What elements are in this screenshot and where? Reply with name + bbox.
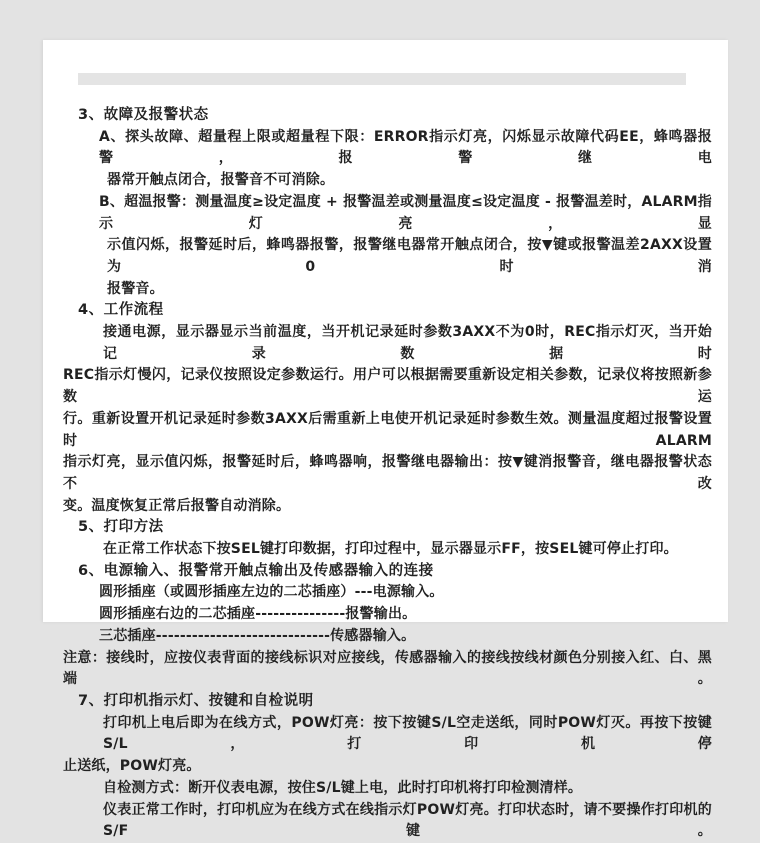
text-line: 仪表正常工作时，打印机应为在线方式在线指示灯POW灯亮。打印状态时，请不要操作打印机的S/F键。 [103,801,712,840]
text-line: 变。温度恢复正常后报警自动消除。 [63,497,291,514]
faded-header-band [78,73,686,85]
text-line: 三芯插座-----------------------------传感器输入。 [99,627,416,644]
section-heading: 4、工作流程 [78,302,164,319]
text-line: B、超温报警：测量温度≥设定温度 + 报警温差或测量温度≤设定温度 - 报警温差时，ALARM指示灯亮，显 [99,193,712,232]
text-line: 自检测方式：断开仪表电源，按住S/L键上电，此时打印机将打印检测清样。 [103,779,583,796]
text-line: 示值闪烁，报警延时后，蜂鸣器报警，报警继电器常开触点闭合，按▼键或报警温差2AXX设置为0时消 [107,237,712,275]
text-line: 指示灯亮，显示值闪烁，报警延时后，蜂鸣器响，报警继电器输出：按▼键消报警音，继电器报警状态不改 [63,454,712,492]
text-line: REC指示灯慢闪，记录仪按照设定参数运行。用户可以根据需要重新设定相关参数，记录仪将按照新参数运 [63,367,712,406]
text-line: 注意：接线时，应按仪表背面的接线标识对应接线，传感器输入的接线按线材颜色分别接入红、白、黑端。 [63,649,712,688]
scanned-manual-page [43,40,728,840]
text-line: A、探头故障、超量程上限或超量程下限：ERROR指示灯亮，闪烁显示故障代码EE，蜂鸣器报警，报警继电 [99,128,712,167]
text-line: 接通电源，显示器显示当前温度，当开机记录延时参数3AXX不为0时，REC指示灯灭，当开始记录数据时 [103,324,712,362]
section-heading: 7、打印机指示灯、按键和自检说明 [78,692,314,709]
text-line: 打印机上电后即为在线方式，POW灯亮：按下按键S/L空走送纸，同时POW灯灭。再按下按键S/L，打印机停 [103,714,712,753]
text-line: 止送纸，POW灯亮。 [63,758,201,775]
text-line: 报警音。 [107,280,164,297]
text-line: 在正常工作状态下按SEL键打印数据，打印过程中，显示器显示FF，按SEL键可停止打印。 [103,541,678,558]
section-heading: 3、故障及报警状态 [78,107,209,123]
text-line: 圆形插座右边的二芯插座---------------报警输出。 [99,606,417,623]
section-heading: 6、电源输入、报警常开触点输出及传感器输入的连接 [78,562,434,579]
document-content [63,105,712,843]
section-heading: 5、打印方法 [78,519,164,536]
text-line: 行。重新设置开机记录延时参数3AXX后需重新上电使开机记录延时参数生效。测量温度超过报警设置时ALARM [63,410,712,449]
text-line: 器常开触点闭合，报警音不可消除。 [107,172,335,189]
text-line: 圆形插座（或圆形插座左边的二芯插座）---电源输入。 [99,584,444,601]
